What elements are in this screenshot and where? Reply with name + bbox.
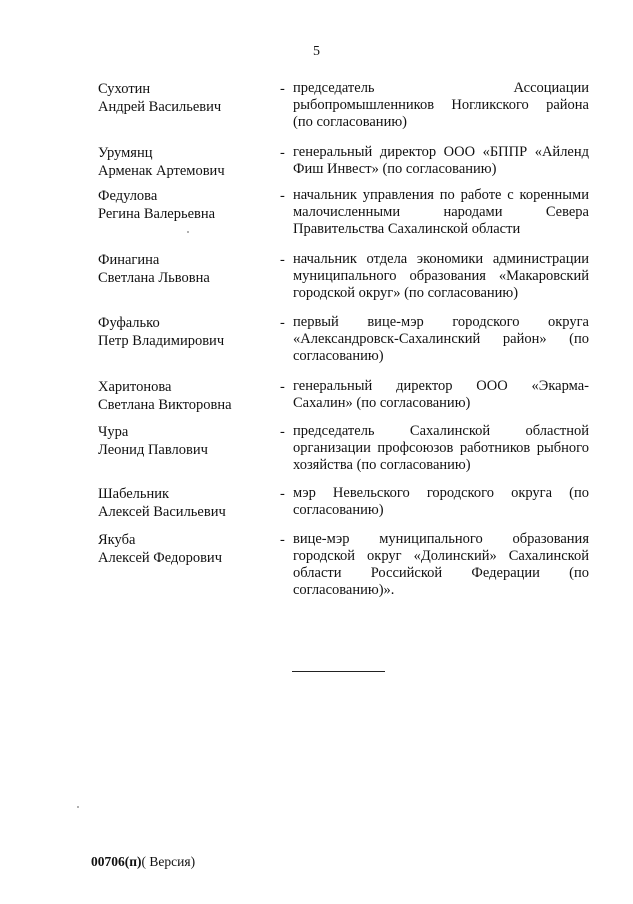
person-surname: Чура [98, 424, 129, 440]
role-line: хозяйства (по согласованию) [293, 457, 471, 473]
person-role [293, 314, 589, 365]
person-given-name: Андрей Васильевич [98, 99, 222, 115]
person-role [293, 485, 589, 519]
person-given-name: Светлана Викторовна [98, 397, 232, 413]
person-surname: Фуфалько [98, 315, 160, 331]
person-surname: Якуба [98, 532, 136, 548]
person-given-name: Регина Валерьевна [98, 206, 216, 222]
dash-separator: - [280, 315, 285, 331]
role-line: «Александровск-Сахалинский район» (по [293, 331, 589, 347]
person-name [98, 187, 278, 223]
person-given-name: Арменак Артемович [98, 163, 225, 179]
person-name [98, 531, 278, 567]
person-given-name: Светлана Львовна [98, 270, 210, 286]
role-line: городской округ» (по согласованию) [293, 285, 519, 301]
person-name [98, 80, 278, 116]
role-line: области Российской Федерации (по [293, 565, 589, 581]
person-role [293, 423, 589, 474]
person-name [98, 314, 278, 350]
role-line: мэр Невельского городского округа (по [293, 485, 589, 501]
dash-separator: - [280, 145, 285, 161]
dash-separator: - [280, 424, 285, 440]
role-line: Фиш Инвест» (по согласованию) [293, 161, 497, 177]
scan-speck [187, 231, 189, 233]
role-line: генеральный директор ООО «Экарма- [293, 378, 589, 394]
dash-separator: - [280, 379, 285, 395]
footer-document-code [91, 854, 195, 870]
document-version: ( Версия) [141, 854, 196, 869]
person-given-name: Алексей Федорович [98, 550, 222, 566]
dash-separator: - [280, 532, 285, 548]
person-role [293, 531, 589, 599]
person-surname: Урумянц [98, 145, 153, 161]
person-given-name: Алексей Васильевич [98, 504, 226, 520]
dash-separator: - [280, 188, 285, 204]
role-line: согласованию)». [293, 582, 395, 598]
person-name [98, 423, 278, 459]
person-name [98, 485, 278, 521]
dash-separator: - [280, 486, 285, 502]
document-code: 00706(п) [91, 854, 142, 869]
page-number: 5 [313, 44, 320, 59]
person-role [293, 144, 589, 178]
role-line: председатель Сахалинской областной [293, 423, 589, 439]
role-line: начальник управления по работе с коренными [293, 187, 589, 203]
role-line: (по согласованию) [293, 114, 407, 130]
role-line: городской округ «Долинский» Сахалинской [293, 548, 589, 564]
role-line: первый вице-мэр городского округа [293, 314, 589, 330]
person-surname: Финагина [98, 252, 160, 268]
scan-speck [77, 806, 79, 808]
role-line: организации профсоюзов работников рыбного [293, 440, 589, 456]
role-line: рыбопромышленников Ногликского района [293, 97, 589, 113]
person-role [293, 187, 589, 238]
person-name [98, 378, 278, 414]
dash-separator: - [280, 252, 285, 268]
role-line: Правительства Сахалинской области [293, 221, 521, 237]
role-line: согласованию) [293, 502, 384, 518]
role-line: согласованию) [293, 348, 384, 364]
role-line: Сахалин» (по согласованию) [293, 395, 471, 411]
person-role [293, 80, 589, 131]
closing-rule [292, 671, 385, 672]
role-line: муниципального образования «Макаровский [293, 268, 589, 284]
person-surname: Федулова [98, 188, 158, 204]
role-line: председатель Ассоциации [293, 80, 589, 96]
role-line: генеральный директор ООО «БППР «Айленд [293, 144, 589, 160]
role-line: малочисленными народами Севера [293, 204, 589, 220]
person-surname: Шабельник [98, 486, 170, 502]
role-line: вице-мэр муниципального образования [293, 531, 589, 547]
person-given-name: Петр Владимирович [98, 333, 225, 349]
person-surname: Харитонова [98, 379, 172, 395]
person-surname: Сухотин [98, 81, 151, 97]
person-role [293, 378, 589, 412]
person-name [98, 251, 278, 287]
person-given-name: Леонид Павлович [98, 442, 208, 458]
person-name [98, 144, 278, 180]
role-line: начальник отдела экономики администрации [293, 251, 589, 267]
dash-separator: - [280, 81, 285, 97]
person-role [293, 251, 589, 302]
